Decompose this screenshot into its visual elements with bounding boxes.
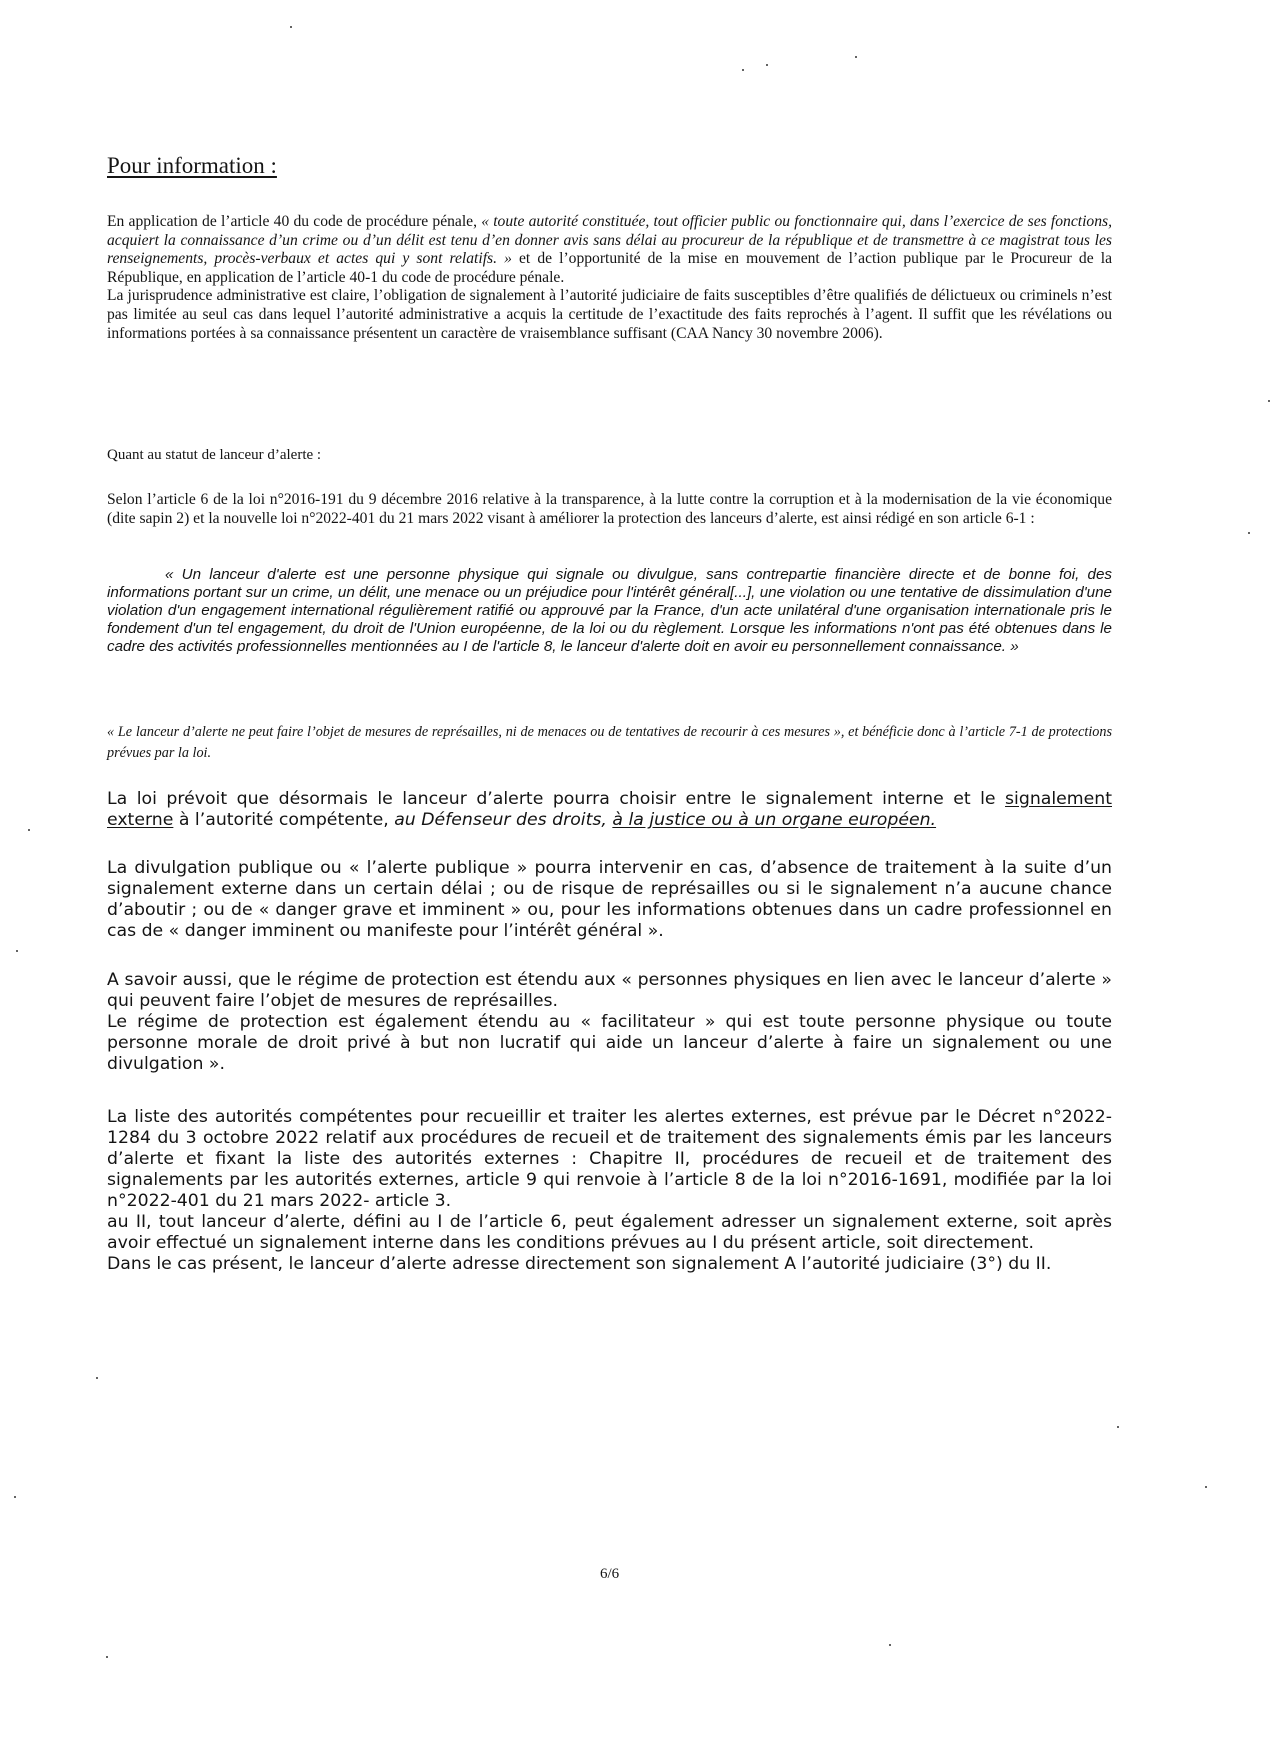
scan-speck (28, 829, 30, 831)
article-40-continuation: et de l’opportunité de la mise en mouvement de l’action publique par le Procureur de la République, en application de l’article 40-1 du code de procédure pénale. (107, 250, 1112, 286)
autorites-section (107, 1107, 1112, 1275)
scan-speck (290, 26, 292, 28)
article-6-1-quote: « Un lanceur d'alerte est une personne physique qui signale ou divulgue, sans contrepartie financière directe et de bonne foi, des informations portant sur un crime, un délit, une menace ou un préjudice pour l'intérêt général[...], une violation ou une tentative de dissimulation d'une violation d'un engagement international régulièrement ratifié ou approuvé par la France, d'un acte unilatéral d'une organisation internationale pris le fondement d'un tel engagement, du droit de l'Union européenne, de la loi ou du règlement. Lorsque les informations n'ont pas été obtenues dans le cadre des activités professionnelles mentionnées au I de l'article 8, le lanceur d'alerte doit en avoir eu personnellement connaissance. » (107, 566, 1112, 655)
divulgation-paragraph: La divulgation publique ou « l’alerte publique » pourra intervenir en cas, d’absence de traitement à la suite d’un signalement externe dans un certain délai ; ou de risque de représailles ou si le signalement n’a aucune chance d’aboutir ; ou de « danger grave et imminent » ou, pour les informations obtenues dans un cadre professionnel en cas de « danger imminent ou manifeste pour l’intérêt général ». (107, 858, 1112, 941)
loi-signalement-paragraph: La loi prévoit que désormais le lanceur d’alerte pourra choisir entre le signalement interne et le signalement externe à l’autorité compétente, au Défenseur des droits, à la justice ou à un organe européen. (107, 789, 1112, 830)
decret-paragraph: La liste des autorités compétentes pour recueillir et traiter les alertes externes, est prévue par le Décret n°2022-1284 du 3 octobre 2022 relatif aux procédures de recueil et de traitement des signalements émis par les lanceurs d’alerte et fixant la liste des autorités externes : Chapitre II, procédures de recueil et de traitement des signalements par les autorités externes, article 9 qui renvoie à l’article 8 de la loi n°2016-1691, modifiée par la loi n°2022-401 du 21 mars 2022- article 3. (107, 1107, 1112, 1211)
justice-organe-underlined: à la justice ou à un organe européen. (612, 810, 937, 830)
scan-speck (16, 950, 18, 952)
article-40-section (107, 213, 1112, 343)
signalement-externe-underlined: signalement externe (107, 789, 1112, 830)
lanceur-alerte-title: Quant au statut de lanceur d’alerte : (107, 447, 322, 463)
section-heading: Pour information : (107, 153, 277, 178)
article-40-quote: « toute autorité constituée, tout officier public ou fonctionnaire qui, dans l’exercice de ses fonctions, acquiert la connaissance d’un crime ou d’un délit est tenu d’en donner avis sans délai au procureur de la république et de transmettre à ce magistrat tous les renseignements, procès-verbaux et actes qui y sont relatifs. » (107, 213, 1112, 268)
cas-present-paragraph: Dans le cas présent, le lanceur d’alerte adresse directement son signalement A l’autorité judiciaire (3°) du II. (107, 1254, 1052, 1274)
protection-personnes-paragraph: A savoir aussi, que le régime de protection est étendu aux « personnes physiques en lien avec le lanceur d’alerte » qui peuvent faire l’objet de mesures de représailles. (107, 970, 1112, 1011)
scan-speck (889, 1644, 891, 1646)
defenseur-droits-italic: au Défenseur des droits, (394, 810, 613, 830)
scan-speck (766, 64, 768, 66)
scan-speck (1117, 1426, 1119, 1428)
signalement-externe-paragraph: au II, tout lanceur d’alerte, défini au I de l’article 6, peut également adresser un signalement externe, soit après avoir effectué un signalement interne dans les conditions prévues au I du présent article, soit directement. (107, 1212, 1112, 1253)
scan-speck (855, 56, 857, 58)
page-number: 6/6 (600, 1566, 620, 1582)
jurisprudence-paragraph: La jurisprudence administrative est claire, l’obligation de signalement à l’autorité judiciaire de faits susceptibles d’être qualifiés de délictueux ou criminels n’est pas limitée au seul cas dans lequel l’autorité administrative a acquis la certitude de l’exactitude des faits reprochés à l’agent. Il suffit que les révélations ou informations portées à sa connaissance présentent un caractère de vraisemblance suffisant (CAA Nancy 30 novembre 2006). (107, 287, 1112, 342)
article-40-paragraph (107, 213, 1112, 287)
scan-speck (106, 1656, 108, 1658)
scan-speck (14, 1496, 16, 1498)
scan-speck (1268, 400, 1270, 402)
scan-speck (742, 69, 744, 71)
article-40-intro: En application de l’article 40 du code de procédure pénale, (107, 213, 482, 230)
scan-speck (1248, 532, 1250, 534)
scan-speck (1205, 1486, 1207, 1488)
facilitateur-paragraph: Le régime de protection est également étendu au « facilitateur » qui est toute personne physique ou toute personne morale de droit privé à but non lucratif qui aide un lanceur d’alerte à faire un signalement ou une divulgation ». (107, 1012, 1112, 1074)
article-6-intro: Selon l’article 6 de la loi n°2016-191 du 9 décembre 2016 relative à la transparence, à la lutte contre la corruption et à la modernisation de la vie économique (dite sapin 2) et la nouvelle loi n°2022-401 du 21 mars 2022 visant à améliorer la protection des lanceurs d’alerte, est ainsi rédigé en son article 6-1 : (107, 491, 1112, 527)
scan-speck (96, 1377, 98, 1379)
protection-section (107, 970, 1112, 1075)
represailles-quote: « Le lanceur d’alerte ne peut faire l’objet de mesures de représailles, ni de menaces ou de tentatives de recourir à ces mesures », et bénéficie donc à l’article 7-1 de protections prévues par la loi. (107, 724, 1112, 761)
